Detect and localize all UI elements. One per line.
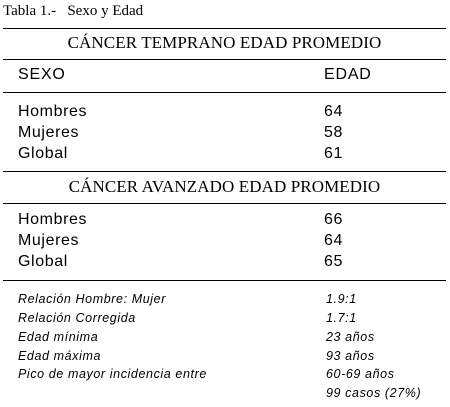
note-label-relacion: Relación Hombre: Mujer — [18, 292, 166, 306]
top-rule — [3, 28, 446, 29]
avanzado-row-global-label: Global — [18, 253, 68, 270]
temprano-row-hombres-label: Hombres — [18, 103, 88, 120]
note-label-edad-minima: Edad mínima — [18, 330, 99, 344]
note-label-relacion-corregida: Relación Corregida — [18, 311, 136, 325]
rule-above-avanzado-heading — [3, 171, 446, 172]
rule-below-avanzado-heading — [3, 203, 446, 204]
note-value-edad-minima: 23 años — [326, 330, 375, 344]
temprano-row-hombres-value: 64 — [324, 103, 343, 120]
column-header-sexo: SEXO — [18, 66, 66, 83]
avanzado-row-hombres-label: Hombres — [18, 211, 88, 228]
note-value-edad-maxima: 93 años — [326, 349, 375, 363]
temprano-row-mujeres-label: Mujeres — [18, 124, 80, 141]
note-value-pico: 60-69 años — [326, 367, 395, 381]
avanzado-row-mujeres-value: 64 — [324, 232, 343, 249]
section-heading-avanzado: CÁNCER AVANZADO EDAD PROMEDIO — [68, 177, 381, 196]
note-value-casos: 99 casos (27%) — [326, 386, 422, 400]
note-value-relacion: 1.9:1 — [326, 292, 357, 306]
avanzado-row-mujeres-label: Mujeres — [18, 232, 80, 249]
rule-below-temprano-heading — [3, 59, 446, 60]
avanzado-row-global-value: 65 — [324, 253, 343, 270]
column-header-edad: EDAD — [324, 66, 372, 83]
temprano-row-global-label: Global — [18, 145, 68, 162]
note-label-edad-maxima: Edad máxima — [18, 349, 102, 363]
note-value-relacion-corregida: 1.7:1 — [326, 311, 357, 325]
temprano-row-mujeres-value: 58 — [324, 124, 343, 141]
rule-below-column-headers — [3, 92, 446, 93]
rule-above-notes — [3, 280, 446, 281]
note-label-pico: Pico de mayor incidencia entre — [18, 367, 207, 381]
section-heading-temprano: CÁNCER TEMPRANO EDAD PROMEDIO — [67, 33, 382, 52]
document-title: Tabla 1.- Sexo y Edad — [3, 3, 144, 19]
temprano-row-global-value: 61 — [324, 145, 343, 162]
avanzado-row-hombres-value: 66 — [324, 211, 343, 228]
